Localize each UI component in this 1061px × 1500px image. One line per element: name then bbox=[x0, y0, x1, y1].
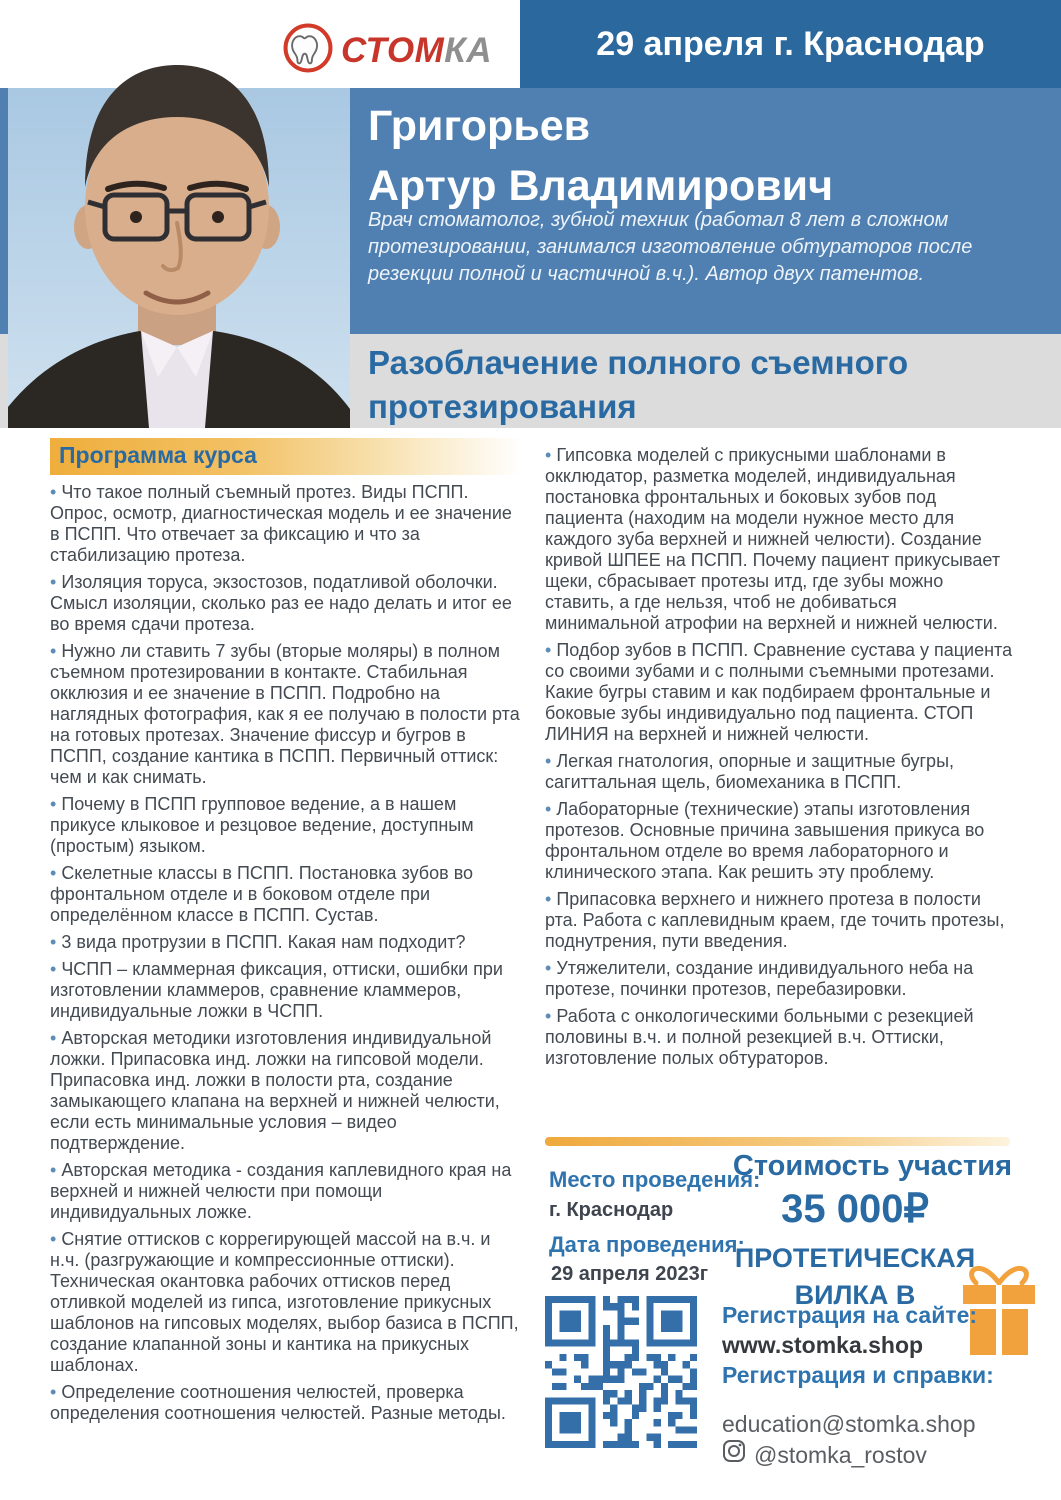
program-item: • Гипсовка моделей с прикусными шаблонами в окклюдатор, разметка моделей, индивидуальная постановка фронтальных и боковых зубов под пациента (находим на модели нужное место для каждого зуба верхней и нижней челюсти). Создание кривой ШПЕЕ на ПСПП. Почему пациент прикусывает щеки, сбрасывает протезы итд, где зубы можно ставить, а где нельзя, чтоб не добиваться минимальной атрофии на верхней и нижней челюсти. bbox=[545, 445, 1013, 634]
price-value: 35 000₽ bbox=[781, 1187, 929, 1231]
venue-value: г. Краснодар bbox=[549, 1199, 674, 1221]
logo-text-ka: КА bbox=[444, 30, 493, 70]
instagram-icon bbox=[722, 1439, 746, 1470]
registration-site-label: Регистрация на сайте: bbox=[722, 1302, 978, 1328]
program-list-right bbox=[545, 445, 1013, 1069]
event-date-text: 29 апреля г. Краснодар bbox=[596, 24, 985, 63]
program-item: • Скелетные классы в ПСПП. Постановка зубов во фронтальном отделе и в боковом отделе при определённом классе в ПСПП. Сустав. bbox=[50, 863, 522, 926]
program-list-left bbox=[50, 482, 522, 1424]
bonus-line1: ПРОТЕТИЧЕСКАЯ bbox=[734, 1243, 976, 1273]
venue-label: Место проведения: bbox=[549, 1167, 761, 1192]
program-item: • Определение соотношения челюстей, проверка определения соотношения челюстей. Разные методы. bbox=[50, 1382, 522, 1424]
program-heading: Программа курса bbox=[50, 438, 522, 475]
program-column-left bbox=[50, 438, 522, 1430]
program-item: • Изоляция торуса, экзостозов, податливой оболочки. Смысл изоляции, сколько раз ее надо делать и итог ее во время сдачи протеза. bbox=[50, 572, 522, 635]
speaker-photo bbox=[8, 55, 350, 428]
instagram-row[interactable] bbox=[722, 1439, 1032, 1470]
speaker-name-line1: Григорьев bbox=[368, 102, 591, 150]
program-column-right bbox=[545, 445, 1013, 1075]
program-item: • ЧСПП – кламмерная фиксация, оттиски, ошибки при изготовлении кламмеров, сравнение кламмеров, индивидуальные ложки в ЧСПП. bbox=[50, 959, 522, 1022]
course-title: Разоблачение полного съемного протезирования bbox=[368, 344, 909, 425]
program-item: • Почему в ПСПП групповое ведение, а в нашем прикусе клыковое и резцовое ведение, доступным (простым) языком. bbox=[50, 794, 522, 857]
program-item: • Авторская методика - создания каплевидного края на верхней и нижней челюсти при помощи индивидуальных ложке. bbox=[50, 1160, 522, 1223]
registration-contact-label: Регистрация и справки: bbox=[722, 1362, 994, 1388]
logo-text-stom: СТОМ bbox=[341, 30, 445, 70]
date-value: 29 апреля 2023г bbox=[551, 1263, 709, 1285]
program-item: • Подбор зубов в ПСПП. Сравнение сустава у пациента со своими зубами и с полными съемными протезами. Какие бугры ставим и как подбираем фронтальные и боковые зубы индивидуально под пациента. СТОП ЛИНИЯ на верхней и нижней челюсти. bbox=[545, 640, 1013, 745]
speaker-name bbox=[368, 96, 833, 216]
program-item: • Что такое полный съемный протез. Виды ПСПП. Опрос, осмотр, диагностическая модель и ее значение в ПСПП. Что отвечает за фиксацию и что за стабилизацию протеза. bbox=[50, 482, 522, 566]
qr-code bbox=[545, 1296, 697, 1448]
program-item: • Нужно ли ставить 7 зубы (вторые моляры) в полном съемном протезировании в контакте. Стабильная окклюзия и ее значение в ПСПП. Подробно на наглядных фотография, как я ее получаю в полости рта на готовых протезах. Значение фиссур и бугров в ПСПП, создание кантика в ПСПП. Первичный оттиск: чем и как снимать. bbox=[50, 641, 522, 788]
program-item: • Лабораторные (технические) этапы изготовления протезов. Основные причина завышения прикуса во фронтальном отделе во время лабораторного и клинического этапа. Как решить эту проблему. bbox=[545, 799, 1013, 883]
speaker-name-line2: Артур Владимирович bbox=[368, 162, 834, 210]
instagram-handle[interactable]: @stomka_rostov bbox=[754, 1441, 927, 1468]
event-date-banner bbox=[520, 0, 1061, 88]
date-label: Дата проведения: bbox=[549, 1232, 745, 1257]
registration-block bbox=[722, 1300, 1032, 1470]
registration-site-url[interactable]: www.stomka.shop bbox=[722, 1332, 924, 1358]
program-item: • 3 вида протрузии в ПСПП. Какая нам подходит? bbox=[50, 932, 522, 953]
logo-text bbox=[341, 31, 492, 71]
program-item: • Авторская методики изготовления индивидуальной ложки. Припасовка инд. ложки на гипсовой модели. Припасовка инд. ложки в полости рта, создание замыкающего клапана на верхней и нижней челюсти, если есть минимальные условия – видео подтверждение. bbox=[50, 1028, 522, 1154]
registration-email[interactable]: education@stomka.shop bbox=[722, 1411, 976, 1437]
bonus-line2: ВИЛКА В bbox=[794, 1280, 916, 1310]
spacer bbox=[722, 1390, 1032, 1409]
program-item: • Работа с онкологическими больными с резекцией половины в.ч. и полной резекцией в.ч. Оттиски, изготовление полых обтураторов. bbox=[545, 1006, 1013, 1069]
price-label: Стоимость участия bbox=[732, 1150, 1012, 1182]
program-item: • Припасовка верхнего и нижнего протеза в полости рта. Работа с каплевидным краем, где точить протезы, поднутрения, пути введения. bbox=[545, 889, 1013, 952]
program-item: • Легкая гнатология, опорные и защитные бугры, сагиттальная щель, биомеханика в ПСПП. bbox=[545, 751, 1013, 793]
gold-divider bbox=[545, 1137, 1010, 1146]
program-item: • Утяжелители, создание индивидуального неба на протезе, починки протезов, перебазировки. bbox=[545, 958, 1013, 1000]
program-item: • Снятие оттисков с коррегирующей массой на в.ч. и н.ч. (разгружающие и компрессионные оттиски). Техническая окантовка рабочих оттисков перед отливкой моделей из гипса, изготовление прикусных шаблонов на гипсовых моделях, выбор базиса в ПСПП, создание клапанной зоны и кантика на прикусных шаблонах. bbox=[50, 1229, 522, 1376]
speaker-bio: Врач стоматолог, зубной техник (работал 8 лет в сложном протезировании, занимался изготовление обтураторов после резекции полной и частичной в.ч.). Автор двух патентов. bbox=[368, 209, 973, 285]
